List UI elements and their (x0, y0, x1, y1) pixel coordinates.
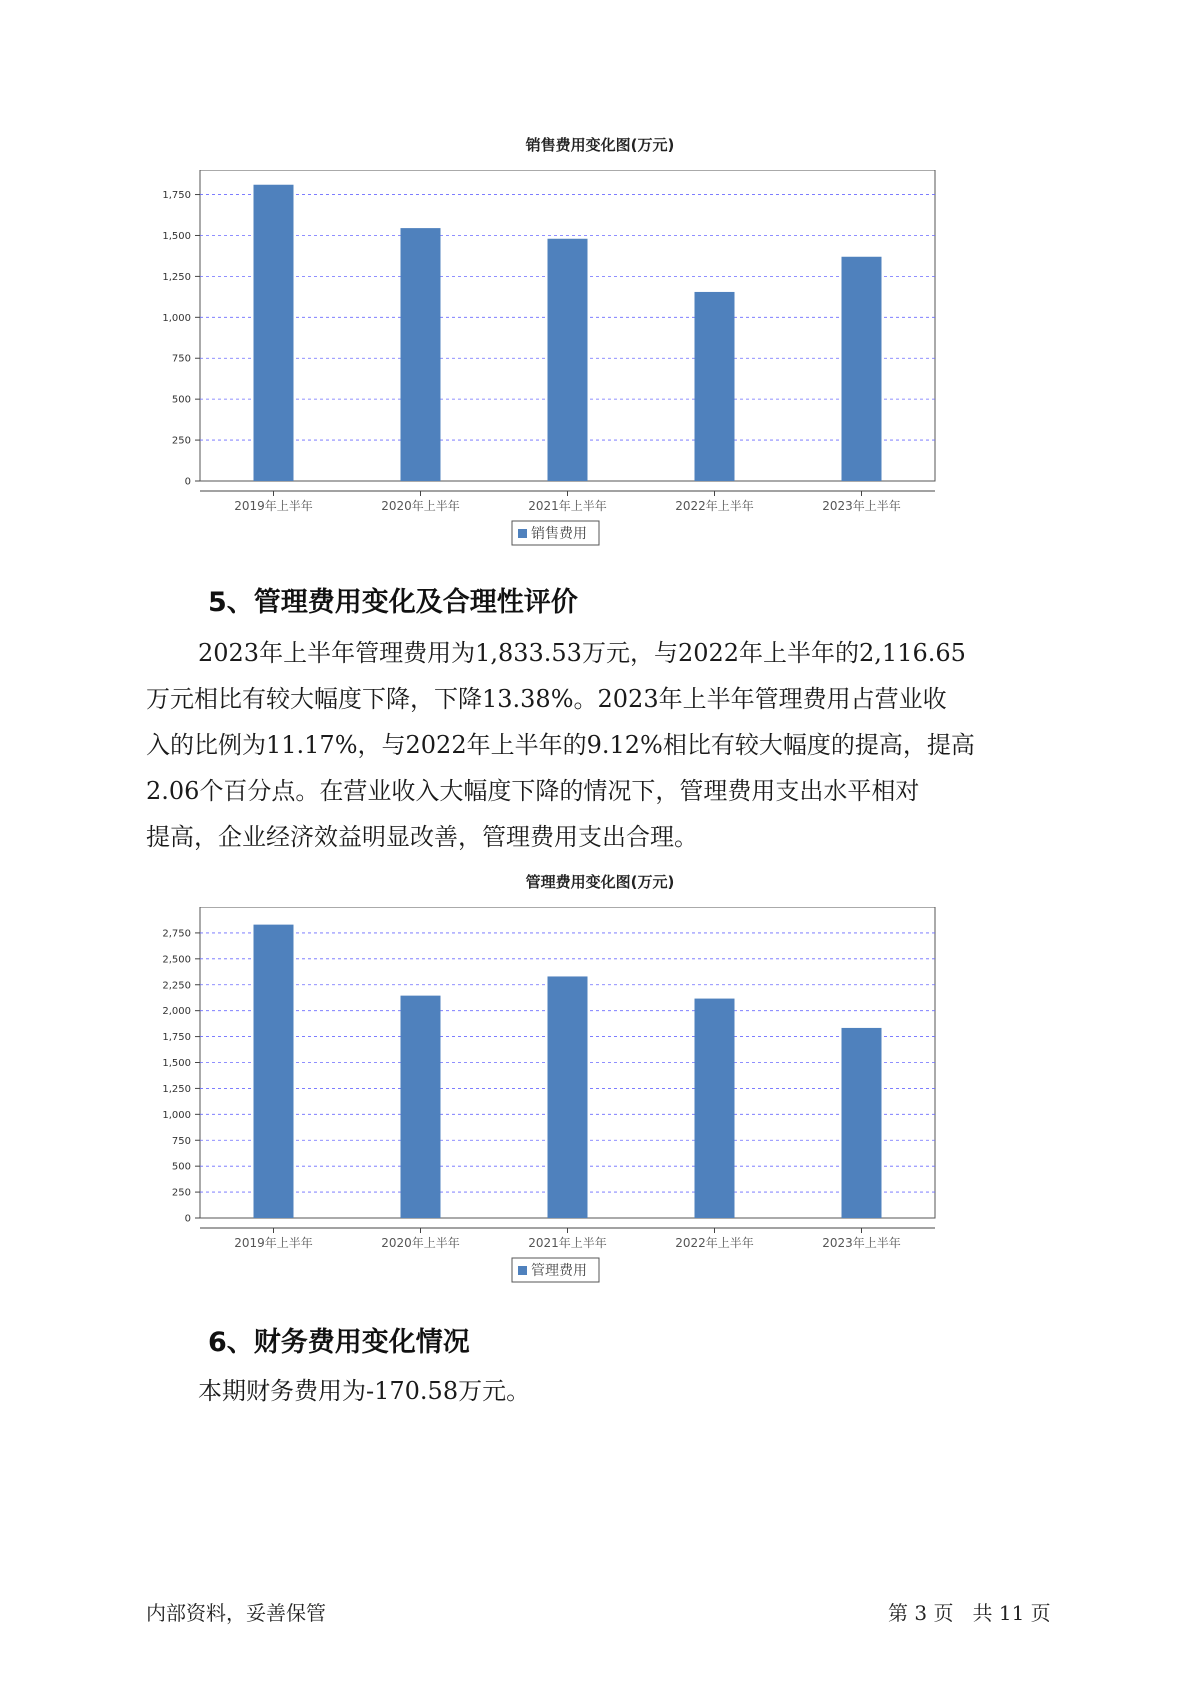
legend-label: 管理费用 (531, 1263, 587, 1279)
y-tick-label: 1,750 (162, 1032, 191, 1044)
y-tick-label: 1,500 (162, 1058, 191, 1069)
bar (842, 1028, 882, 1218)
section-5-paragraph (146, 630, 1058, 860)
paragraph-line: 2.06个百分点。在营业收入大幅度下降的情况下，管理费用支出水平相对 (146, 777, 920, 805)
section-heading-5: 5、管理费用变化及合理性评价 (208, 587, 578, 618)
section-heading-6: 6、财务费用变化情况 (208, 1327, 470, 1358)
legend-swatch (518, 529, 527, 538)
x-tick-label: 2019年上半年 (234, 499, 313, 513)
x-tick-label: 2020年上半年 (381, 499, 460, 513)
paragraph-line (146, 630, 1058, 676)
x-tick-label: 2023年上半年 (822, 1236, 901, 1250)
admin-expense-chart (150, 867, 1050, 1287)
y-tick-label: 750 (171, 353, 191, 365)
paragraph-line (146, 1368, 1058, 1414)
y-tick-label: 1,000 (162, 312, 191, 324)
paragraph-line: 万元相比有较大幅度下降，下降13.38%。2023年上半年管理费用占营业收 (146, 685, 947, 713)
paragraph-line: 提高，企业经济效益明显改善，管理费用支出合理。 (146, 823, 698, 851)
bar (254, 925, 294, 1218)
paragraph-line: 入的比例为11.17%，与2022年上半年的9.12%相比有较大幅度的提高，提高 (146, 731, 975, 759)
bar (254, 185, 294, 481)
chart-canvas (150, 907, 1050, 1307)
y-tick-label: 500 (171, 394, 191, 406)
y-tick-label: 2,250 (162, 980, 191, 992)
y-tick-label: 1,250 (162, 1083, 191, 1095)
section-6-paragraph (146, 1368, 1058, 1414)
bar (695, 292, 735, 481)
sales-expense-chart (150, 130, 1050, 550)
bar (695, 999, 735, 1218)
chart-canvas (150, 170, 1050, 570)
y-tick-label: 1,500 (162, 230, 191, 242)
bar (401, 228, 441, 481)
bar (842, 257, 882, 481)
y-tick-label: 500 (171, 1161, 191, 1173)
chart-title: 销售费用变化图(万元) (525, 136, 675, 154)
footer-right: 第 3 页 共 11 页 (888, 1601, 1051, 1625)
x-tick-label: 2022年上半年 (675, 499, 754, 513)
y-tick-label: 0 (184, 1213, 191, 1225)
y-tick-label: 2,500 (162, 954, 191, 966)
y-tick-label: 2,000 (162, 1006, 191, 1018)
x-tick-label: 2023年上半年 (822, 499, 901, 513)
y-tick-label: 1,750 (162, 190, 191, 202)
x-tick-label: 2019年上半年 (234, 1236, 313, 1250)
legend-label: 销售费用 (531, 526, 587, 542)
paragraph-line-text: 本期财务费用为-170.58万元。 (198, 1377, 531, 1405)
paragraph-line-text: 2023年上半年管理费用为1,833.53万元，与2022年上半年的2,116.65 (198, 639, 966, 667)
x-tick-label: 2022年上半年 (675, 1236, 754, 1250)
x-tick-label: 2020年上半年 (381, 1236, 460, 1250)
x-tick-label: 2021年上半年 (528, 499, 607, 513)
bar (401, 996, 441, 1218)
y-tick-label: 750 (171, 1135, 191, 1147)
y-tick-label: 1,000 (162, 1109, 191, 1121)
footer-left: 内部资料，妥善保管 (146, 1601, 326, 1625)
bar (548, 976, 588, 1218)
y-tick-label: 1,250 (162, 271, 191, 283)
y-tick-label: 2,750 (162, 928, 191, 940)
x-tick-label: 2021年上半年 (528, 1236, 607, 1250)
bar (548, 239, 588, 481)
y-tick-label: 0 (184, 476, 191, 488)
y-tick-label: 250 (171, 1187, 191, 1199)
legend-swatch (518, 1266, 527, 1275)
y-tick-label: 250 (171, 435, 191, 447)
chart-title: 管理费用变化图(万元) (525, 873, 675, 891)
